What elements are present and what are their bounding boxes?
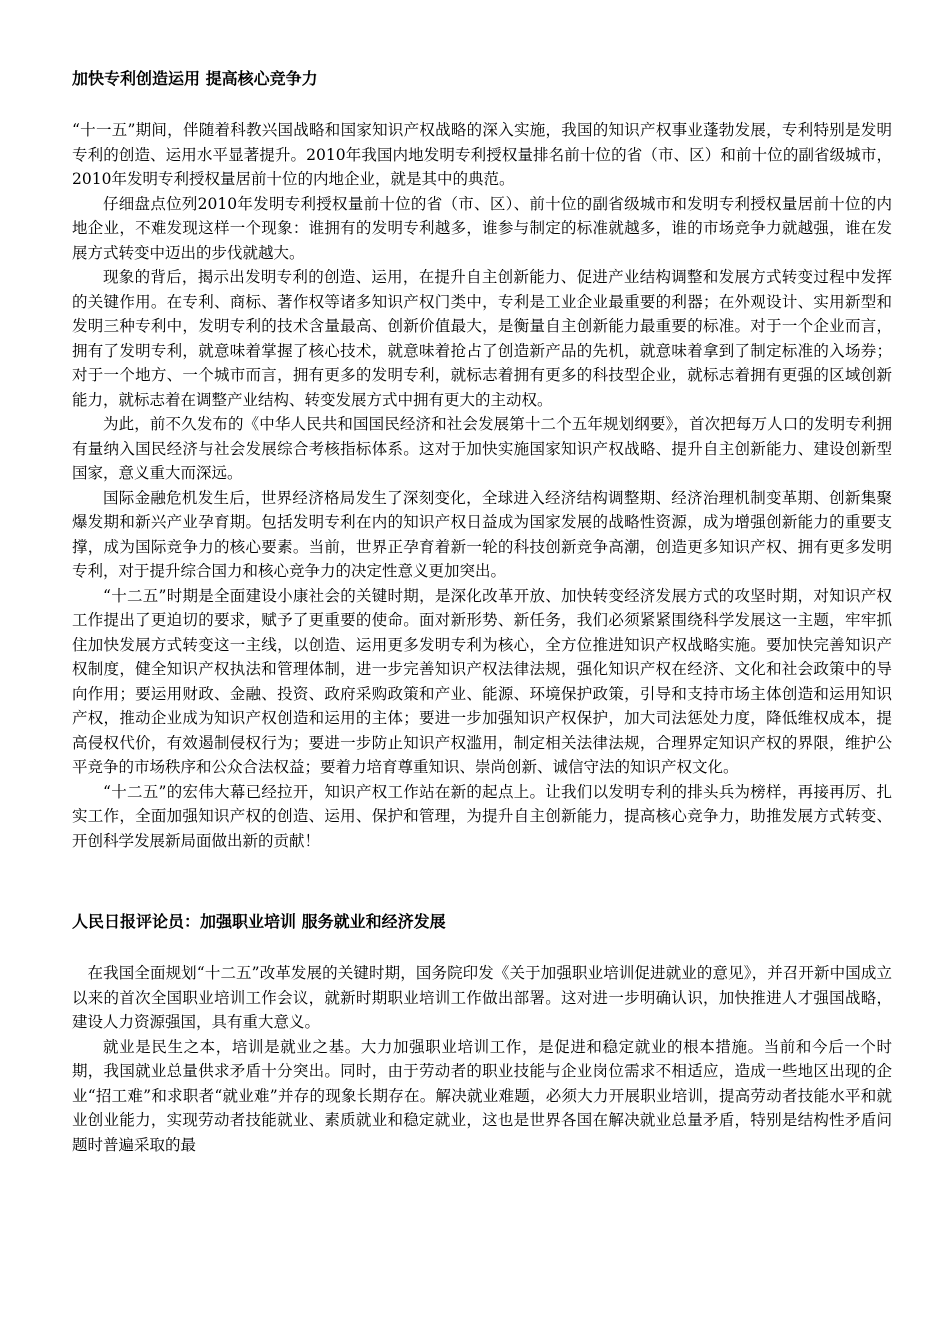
- article-title: 人民日报评论员：加强职业培训 服务就业和经济发展: [72, 912, 446, 931]
- article-paragraph: “十一五”期间，伴随着科教兴国战略和国家知识产权战略的深入实施，我国的知识产权事业蓬勃发展，专利特别是发明专利的创造、运用水平显著提升。2010年我国内地发明专利授权量排名前十位的省（市、区）和前十位的副省级城市，2010年发明专利授权量居前十位的内地企业，就是其中的典范。: [72, 121, 892, 188]
- article-paragraph: 仔细盘点位列2010年发明专利授权量前十位的省（市、区）、前十位的副省级城市和发明专利授权量居前十位的内地企业，不难发现这样一个现象：谁拥有的发明专利越多，谁参与制定的标准就越多，谁的市场竞争力就越强，谁在发展方式转变中迈出的步伐就越大。: [72, 194, 892, 262]
- article-paragraph: 为此，前不久发布的《中华人民共和国国民经济和社会发展第十二个五年规划纲要》，首次把每万人口的发明专利拥有量纳入国民经济与社会发展综合考核指标体系。这对于加快实施国家知识产权战略、提升自主创新能力、建设创新型国家，意义重大而深远。: [72, 415, 892, 482]
- article-paragraph: 就业是民生之本，培训是就业之基。大力加强职业培训工作，是促进和稳定就业的根本措施。当前和今后一个时期，我国就业总量供求矛盾十分突出。同时，由于劳动者的职业技能与企业岗位需求不相适应，造成一些地区出现的企业“招工难”和求职者“就业难”并存的现象长期存在。解决就业难题，必须大力开展职业培训，提高劳动者技能水平和就业创业能力，实现劳动者技能就业、素质就业和稳定就业，这也是世界各国在解决就业总量矛盾，特别是结构性矛盾问题时普遍采取的最: [72, 1037, 892, 1154]
- document-page: [72, 66, 892, 1157]
- article-paragraph: 国际金融危机发生后，世界经济格局发生了深刻变化，全球进入经济结构调整期、经济治理机制变革期、创新集聚爆发期和新兴产业孕育期。包括发明专利在内的知识产权日益成为国家发展的战略性资源，成为增强创新能力的重要支撑，成为国际竞争力的核心要素。当前，世界正孕育着新一轮的科技创新竞争高潮，创造更多知识产权、拥有更多发明专利，对于提升综合国力和核心竞争力的决定性意义更加突出。: [72, 488, 892, 580]
- article-paragraph: 现象的背后，揭示出发明专利的创造、运用，在提升自主创新能力、促进产业结构调整和发展方式转变过程中发挥的关键作用。在专利、商标、著作权等诸多知识产权门类中，专利是工业企业最重要的利器；在外观设计、实用新型和发明三种专利中，发明专利的技术含量最高、创新价值最大，是衡量自主创新能力最重要的标准。对于一个企业而言，拥有了发明专利，就意味着掌握了核心技术，就意味着抢占了创造新产品的先机，就意味着拿到了制定标准的入场券；对于一个地方、一个城市而言，拥有更多的发明专利，就标志着拥有更多的科技型企业，就标志着拥有更强的区域创新能力，就标志着在调整产业结构、转变发展方式中拥有更大的主动权。: [72, 268, 892, 409]
- article-paragraph: “十二五”的宏伟大幕已经拉开，知识产权工作站在新的起点上。让我们以发明专利的排头兵为榜样，再接再厉、扎实工作，全面加强知识产权的创造、运用、保护和管理，为提升自主创新能力，提高核心竞争力，助推发展方式转变、开创科学发展新局面做出新的贡献！: [72, 782, 892, 850]
- article-title: 加快专利创造运用 提高核心竞争力: [72, 69, 318, 88]
- article-paragraph: “十二五”时期是全面建设小康社会的关键时期，是深化改革开放、加快转变经济发展方式的攻坚时期，对知识产权工作提出了更迫切的要求，赋予了更重要的使命。面对新形势、新任务，我们必须紧紧围绕科学发展这一主题，牢牢抓住加快发展方式转变这一主线，以创造、运用更多发明专利为核心，全方位推进知识产权战略实施。要加快完善知识产权制度，健全知识产权执法和管理体制，进一步完善知识产权法律法规，强化知识产权在经济、文化和社会政策中的导向作用；要运用财政、金融、投资、政府采购政策和产业、能源、环境保护政策，引导和支持市场主体创造和运用知识产权，推动企业成为知识产权创造和运用的主体；要进一步加强知识产权保护，加大司法惩处力度，降低维权成本，提高侵权代价，有效遏制侵权行为；要进一步防止知识产权滥用，制定相关法律法规，合理界定知识产权的界限，维护公平竞争的市场秩序和公众合法权益；要着力培育尊重知识、崇尚创新、诚信守法的知识产权文化。: [72, 586, 892, 776]
- article-paragraph: 在我国全面规划“十二五”改革发展的关键时期，国务院印发《关于加强职业培训促进就业的意见》，并召开新中国成立以来的首次全国职业培训工作会议，就新时期职业培训工作做出部署。这对进一步明确认识，加快推进人才强国战略，建设人力资源强国，具有重大意义。: [72, 964, 892, 1031]
